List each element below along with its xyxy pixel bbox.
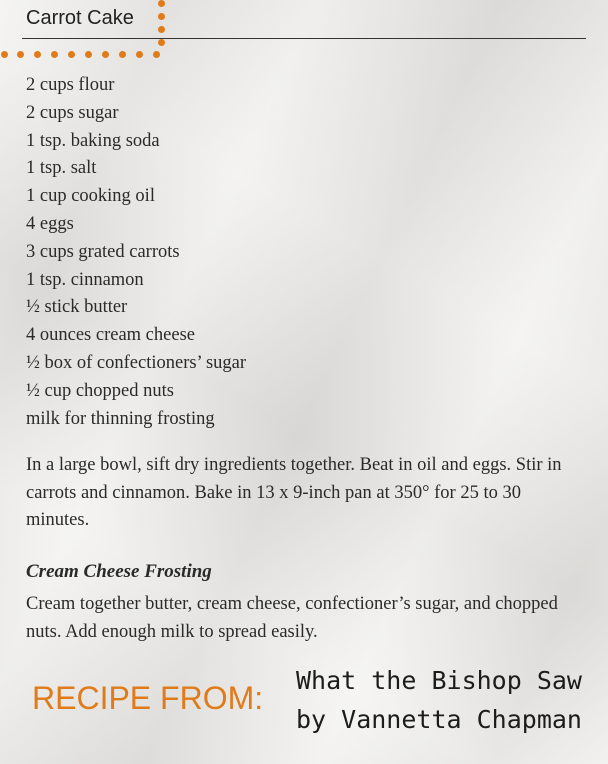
corner-dot <box>153 51 160 58</box>
ingredient-item: 4 eggs <box>26 213 74 234</box>
ingredient-item: 1 tsp. salt <box>26 158 97 179</box>
ingredient-item: 1 tsp. baking soda <box>26 130 160 151</box>
ingredient-item: 1 tsp. cinnamon <box>26 269 144 290</box>
corner-dot <box>34 51 41 58</box>
corner-dot <box>158 0 165 7</box>
ingredient-item: 3 cups grated carrots <box>26 241 180 262</box>
corner-dot <box>158 39 165 46</box>
corner-dot <box>85 51 92 58</box>
ingredient-list <box>26 72 246 433</box>
corner-dot <box>158 26 165 33</box>
ingredient-item: 2 cups flour <box>26 75 115 95</box>
ingredient-item: 1 cup cooking oil <box>26 186 155 207</box>
corner-dot <box>136 51 143 58</box>
corner-dot <box>1 51 8 58</box>
book-author: by Vannetta Chapman <box>296 705 582 734</box>
corner-dot <box>68 51 75 58</box>
corner-dot <box>51 51 58 58</box>
book-title: What the Bishop Saw <box>296 666 582 695</box>
title-divider <box>22 38 586 39</box>
method-paragraph: In a large bowl, sift dry ingredients together. Beat in oil and eggs. Stir in carrots and cinnamon. Bake in 13 x 9-inch pan at 350° for 25 to 30 minutes. <box>26 455 562 530</box>
ingredient-item: milk for thinning frosting <box>26 408 215 429</box>
corner-dot <box>119 51 126 58</box>
ingredient-item: 2 cups sugar <box>26 102 119 123</box>
corner-dot <box>17 51 24 58</box>
ingredient-item: ½ cup chopped nuts <box>26 380 174 401</box>
corner-dot <box>158 13 165 20</box>
recipe-title: Carrot Cake <box>26 7 134 29</box>
credit-label: RECIPE FROM: <box>32 680 264 716</box>
ingredient-item: 4 ounces cream cheese <box>26 325 195 346</box>
frosting-heading: Cream Cheese Frosting <box>26 561 212 582</box>
frosting-paragraph: Cream together butter, cream cheese, confectioner’s sugar, and chopped nuts. Add enough milk to spread easily. <box>26 594 558 642</box>
corner-dot <box>102 51 109 58</box>
ingredient-item: ½ stick butter <box>26 297 128 318</box>
ingredient-item: ½ box of confectioners’ sugar <box>26 352 247 373</box>
recipe-header <box>0 0 608 60</box>
